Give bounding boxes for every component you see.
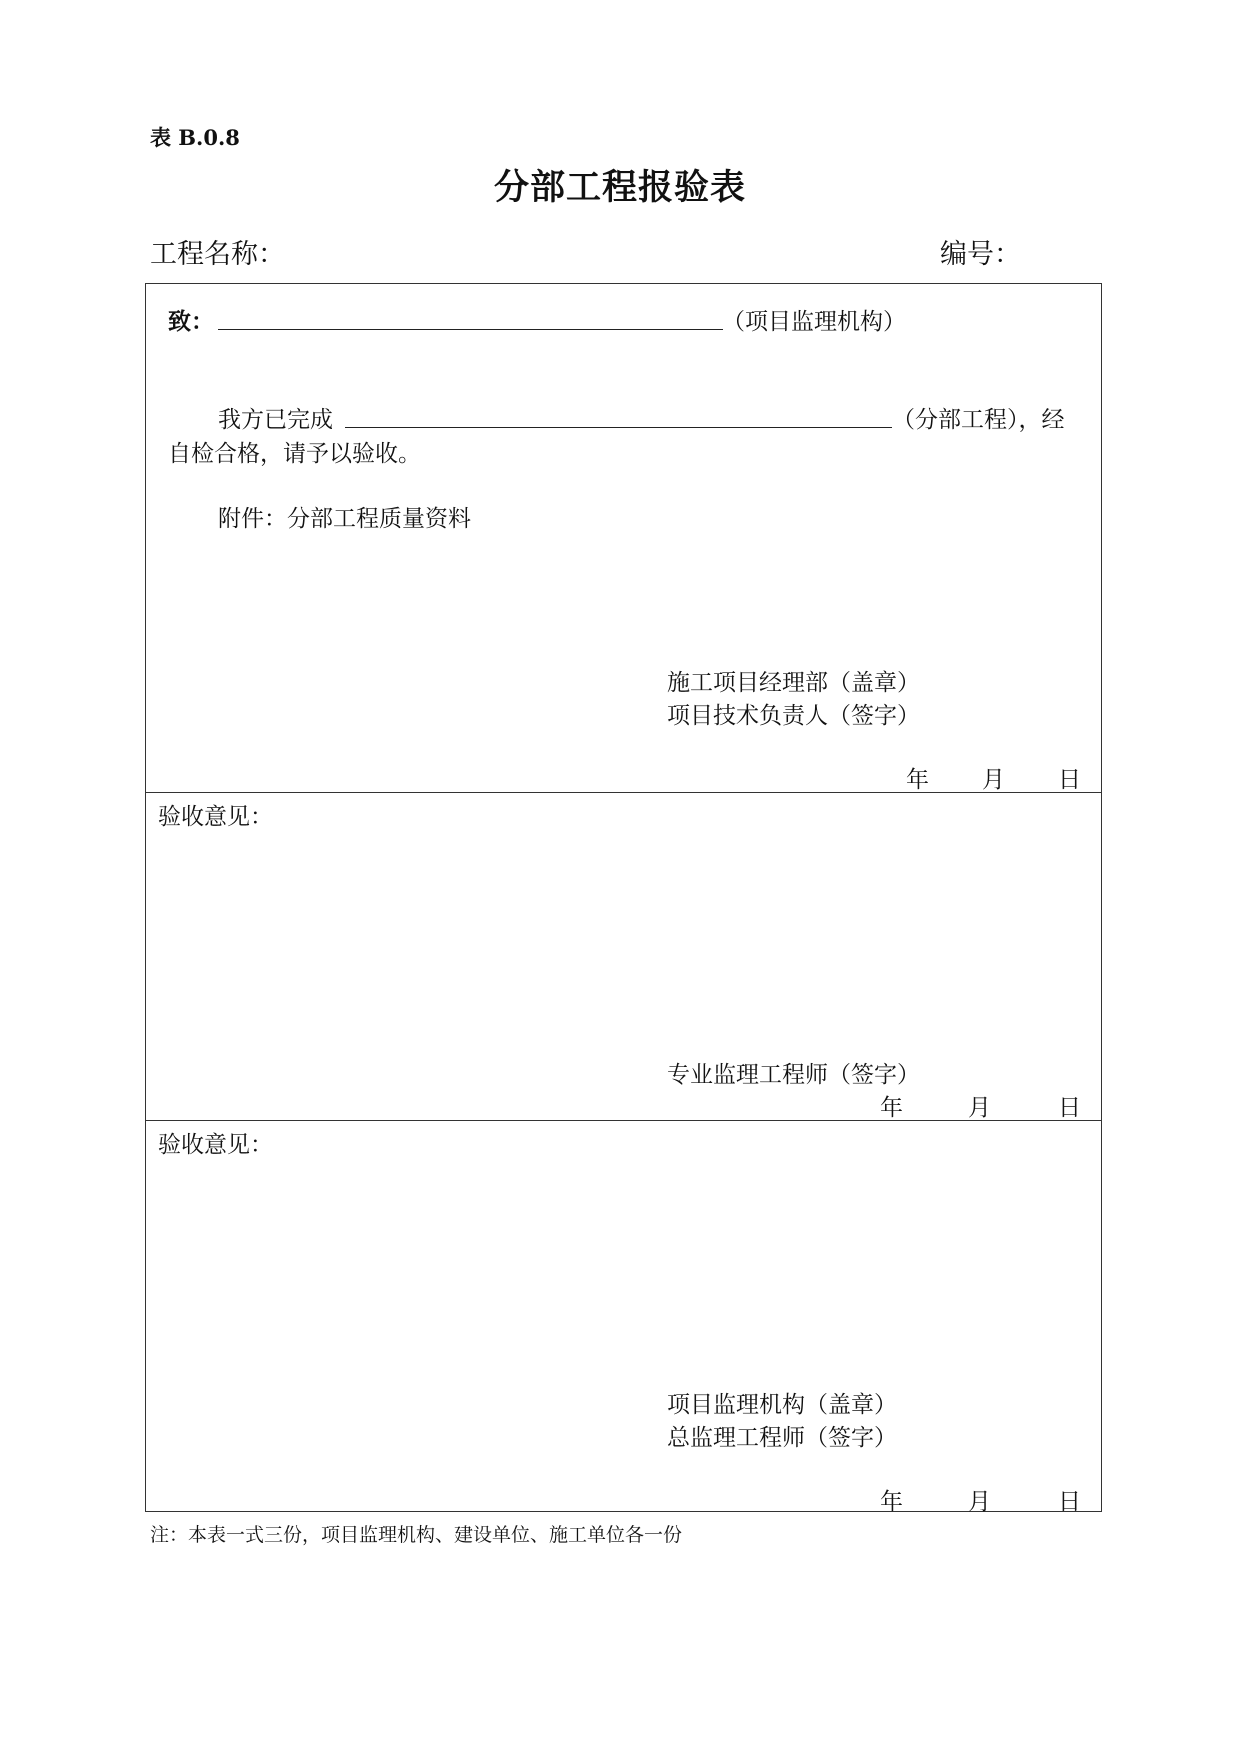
date-year: 年: [906, 767, 929, 793]
completed-prefix: 我方已完成: [218, 407, 333, 433]
footer-note: 注：本表一式三份，项目监理机构、建设单位、施工单位各一份: [150, 1524, 683, 1546]
document-number-label: 编号：: [940, 239, 1021, 270]
addressee-blank[interactable]: [218, 329, 723, 330]
section-divider-2: [145, 1120, 1102, 1121]
date-day: 日: [1058, 767, 1081, 793]
addressee-suffix: （项目监理机构）: [722, 309, 906, 335]
addressee-label: 致：: [168, 308, 214, 335]
date-month: 月: [968, 1489, 991, 1515]
project-name-label: 工程名称：: [150, 239, 285, 270]
opinion-label-1: 验收意见：: [158, 804, 273, 830]
date-day: 日: [1058, 1489, 1081, 1515]
subproject-blank[interactable]: [345, 427, 892, 428]
completed-line2: 自检合格，请予以验收。: [168, 441, 421, 467]
tech-lead-signature: 项目技术负责人（签字）: [667, 703, 920, 729]
section-divider-1: [145, 792, 1102, 793]
engineer-signature: 专业监理工程师（签字）: [667, 1062, 920, 1088]
chief-engineer-signature: 总监理工程师（签字）: [667, 1425, 897, 1451]
supervision-org-seal: 项目监理机构（盖章）: [667, 1392, 897, 1418]
date-year: 年: [880, 1489, 903, 1515]
date-month: 月: [968, 1095, 991, 1121]
contractor-dept-seal: 施工项目经理部（盖章）: [667, 670, 920, 696]
completed-suffix: （分部工程），经: [892, 407, 1065, 433]
date-month: 月: [982, 767, 1005, 793]
date-day: 日: [1058, 1095, 1081, 1121]
date-year: 年: [880, 1095, 903, 1121]
attachment-text: 附件：分部工程质量资料: [218, 506, 471, 532]
page-title: 分部工程报验表: [493, 167, 746, 208]
opinion-label-2: 验收意见：: [158, 1132, 273, 1158]
table-number: 表 B.0.8: [150, 125, 240, 150]
